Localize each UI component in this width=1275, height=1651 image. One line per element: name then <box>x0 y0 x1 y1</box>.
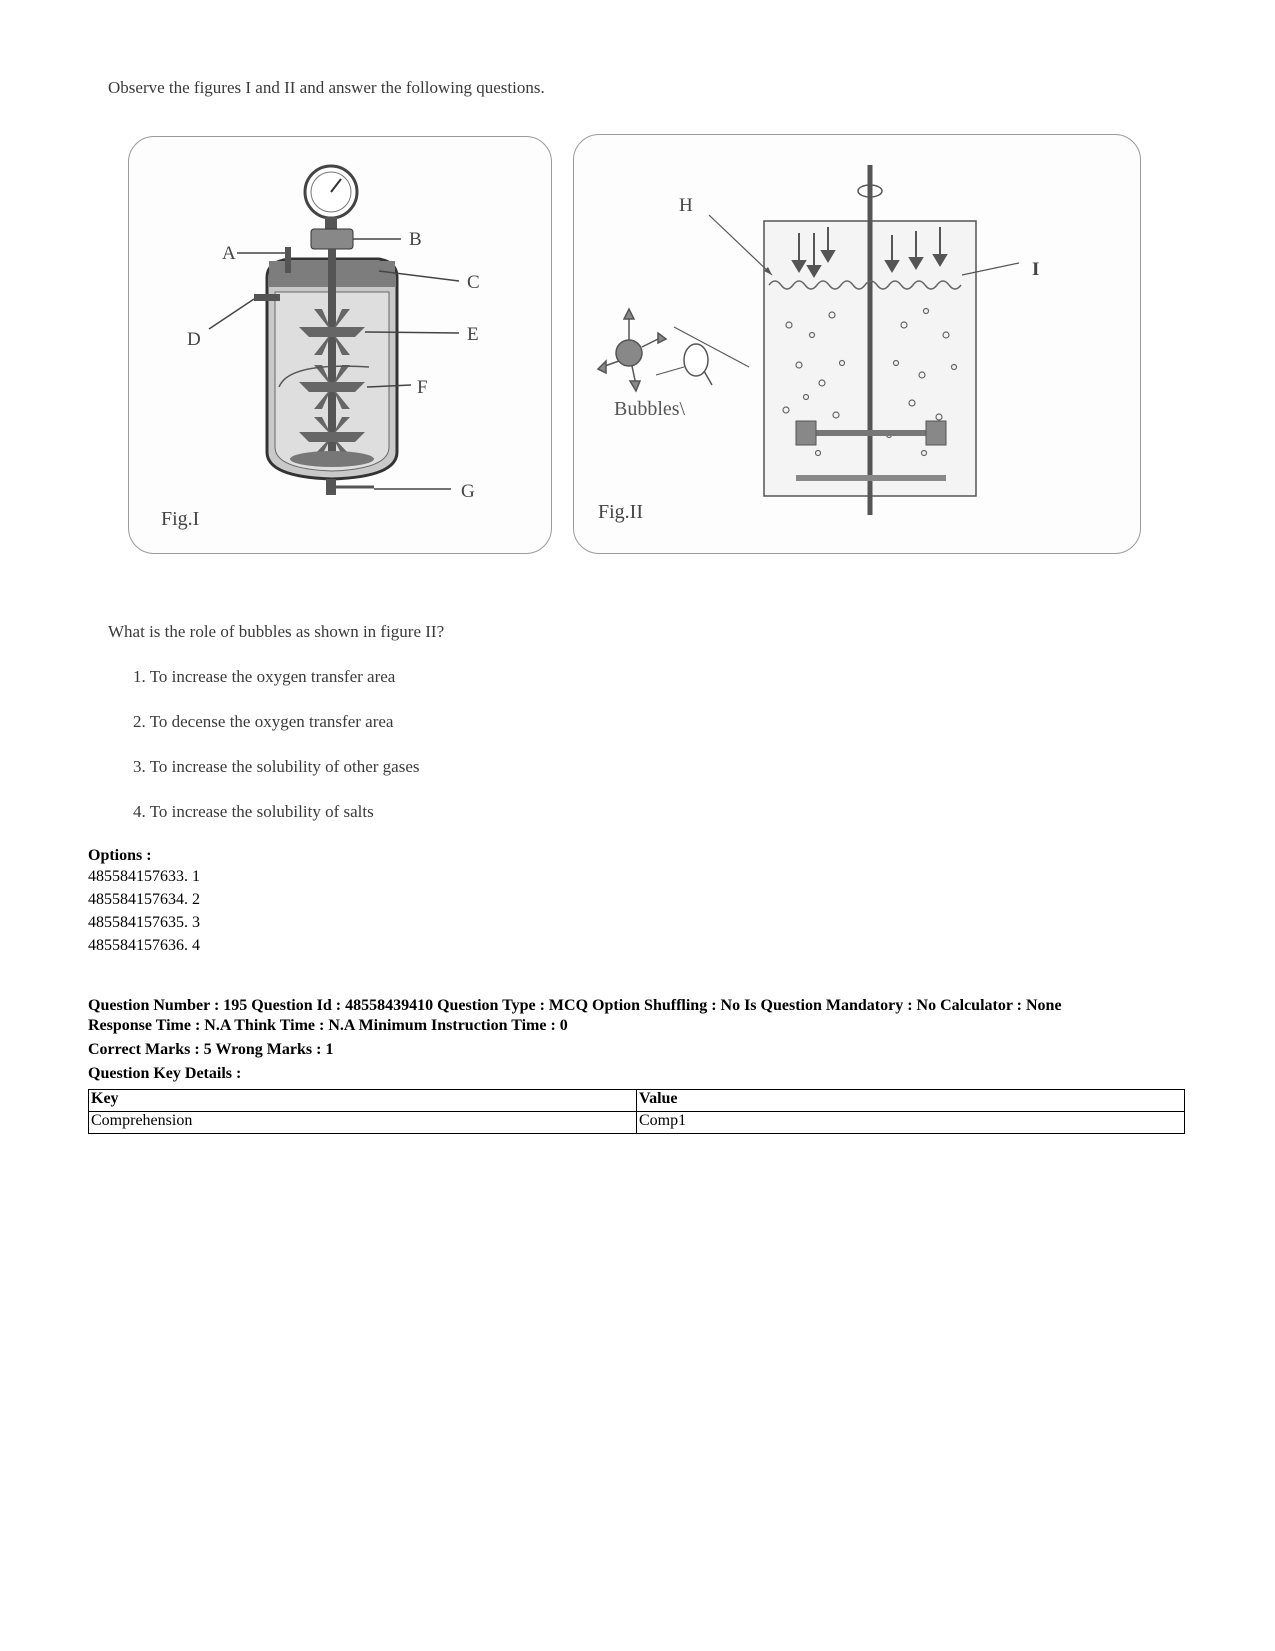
figure-1-caption: Fig.I <box>161 508 200 530</box>
answer-choice: 4. To increase the solubility of salts <box>133 802 374 821</box>
figure-2-gas-transfer <box>573 134 1141 554</box>
sparger <box>290 451 374 467</box>
question-text: What is the role of bubbles as shown in figure II? <box>108 622 445 641</box>
table-header-key: Key <box>89 1090 637 1112</box>
label-g: G <box>461 481 475 502</box>
answer-choice: 1. To increase the oxygen transfer area <box>133 667 396 686</box>
label-b: B <box>409 229 422 250</box>
label-d: D <box>187 329 201 350</box>
figure-1-bioreactor <box>128 136 552 554</box>
pipe-d <box>254 294 280 301</box>
impeller <box>804 430 936 436</box>
label-f: F <box>417 377 428 398</box>
answer-choice: 2. To decense the oxygen transfer area <box>133 712 394 731</box>
label-a: A <box>222 243 236 264</box>
option-line: 485584157634. 2 <box>88 891 200 908</box>
option-line: 485584157633. 1 <box>88 868 200 885</box>
figure-2-drawing <box>574 135 1140 553</box>
question-info-line-2: Response Time : N.A Think Time : N.A Minimum Instruction Time : 0 <box>88 1017 568 1034</box>
pipe-a <box>285 247 291 273</box>
table-header-value: Value <box>637 1090 1185 1112</box>
label-bubbles: Bubbles\ <box>614 398 686 420</box>
sparger-plate <box>796 475 946 481</box>
answer-choice: 3. To increase the solubility of other gases <box>133 757 420 776</box>
marks-info: Correct Marks : 5 Wrong Marks : 1 <box>88 1041 334 1058</box>
figure-1-drawing <box>129 137 551 553</box>
label-c: C <box>467 272 480 293</box>
outlet-g <box>326 479 336 495</box>
option-line: 485584157635. 3 <box>88 914 200 931</box>
table-header-row <box>89 1090 1185 1112</box>
intro-text: Observe the figures I and II and answer the following questions. <box>108 78 545 97</box>
table-row <box>89 1112 1185 1134</box>
question-info-line-1: Question Number : 195 Question Id : 48558439410 Question Type : MCQ Option Shuffling : No Is Question Mandatory : No Calculator : None <box>88 997 1062 1014</box>
options-heading: Options : <box>88 847 152 864</box>
table-cell-value: Comp1 <box>637 1112 1185 1134</box>
table-cell-key: Comprehension <box>89 1112 637 1134</box>
label-i: I <box>1032 259 1040 280</box>
key-details-table <box>88 1089 1185 1134</box>
motor-cap <box>311 229 353 249</box>
label-h: H <box>679 195 693 216</box>
option-line: 485584157636. 4 <box>88 937 200 954</box>
key-details-heading: Question Key Details : <box>88 1065 242 1082</box>
figure-2-caption: Fig.II <box>598 501 643 523</box>
label-e: E <box>467 324 479 345</box>
question-info <box>88 996 1198 1036</box>
bubble-molecule-icon <box>598 309 666 391</box>
